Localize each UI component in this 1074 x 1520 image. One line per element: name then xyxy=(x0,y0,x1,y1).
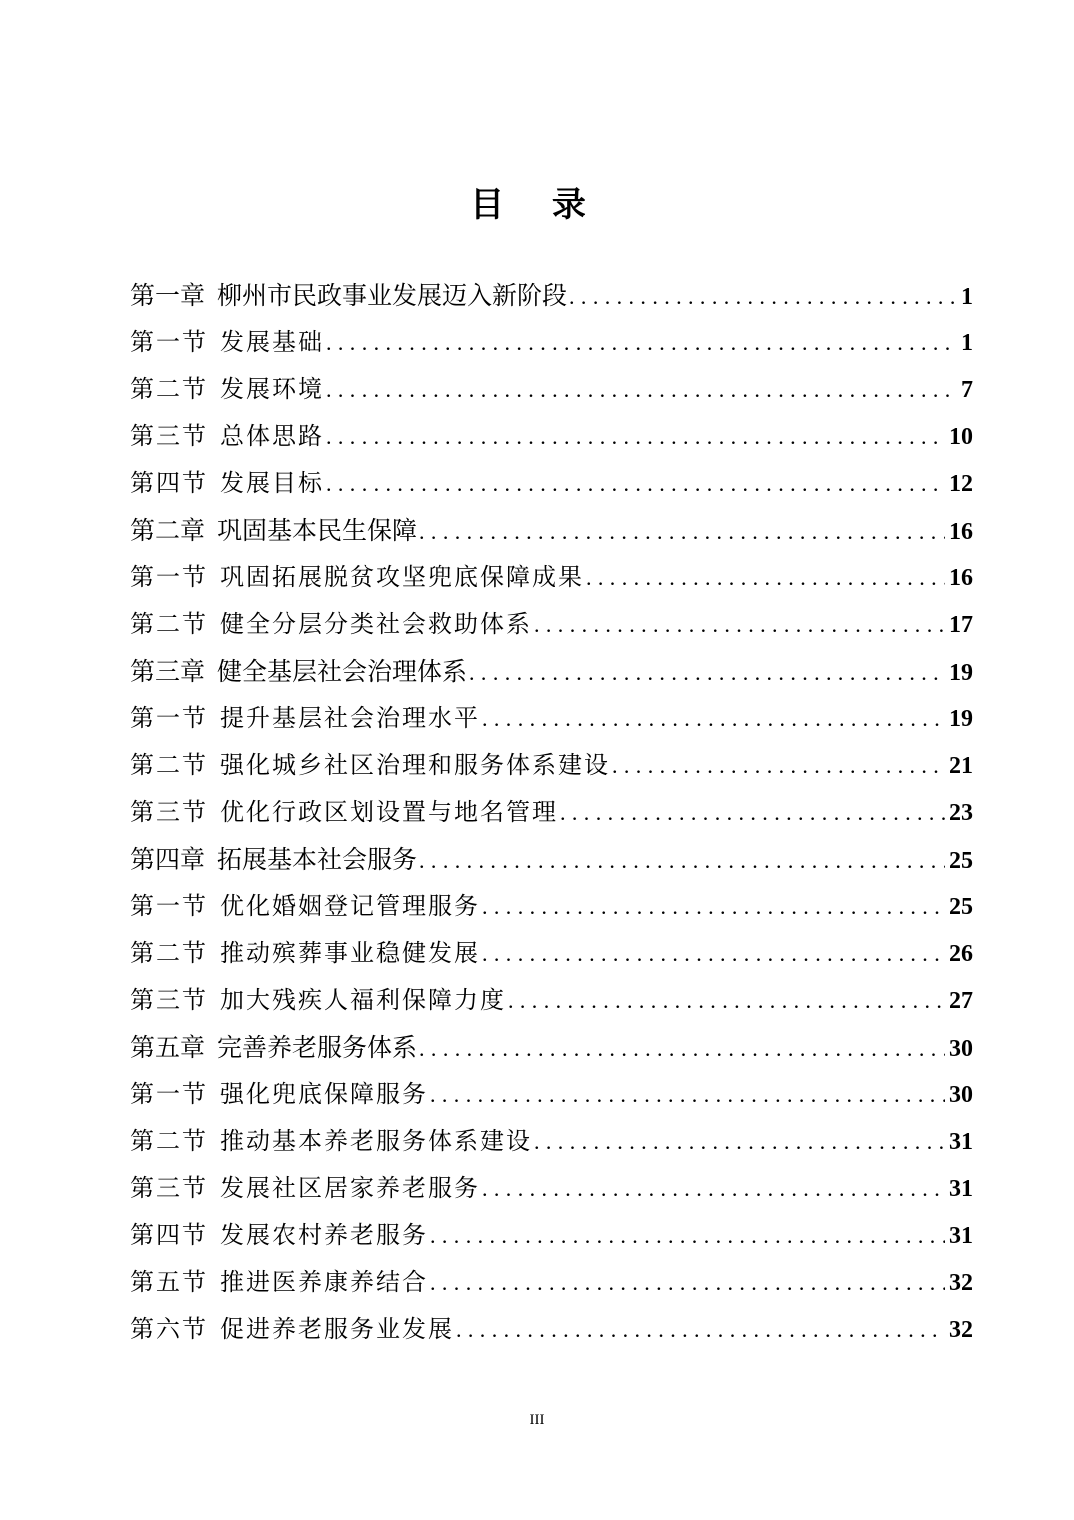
toc-section-entry[interactable] xyxy=(130,1165,973,1212)
dot-leader xyxy=(560,789,945,836)
toc-entry-label xyxy=(130,1118,532,1165)
toc-entry-title: 发展环境 xyxy=(220,375,324,403)
toc-section-entry[interactable] xyxy=(130,930,973,977)
toc-section-entry[interactable] xyxy=(130,883,973,930)
toc-page-number: 31 xyxy=(949,1223,973,1249)
toc-entry-title: 提升基层社会治理水平 xyxy=(220,704,480,732)
toc-entry-number: 第三节 xyxy=(130,986,208,1014)
dot-leader xyxy=(326,319,955,366)
toc-section-entry[interactable] xyxy=(130,1306,973,1353)
toc-entry-label xyxy=(130,930,480,977)
toc-chapter-entry[interactable] xyxy=(130,836,973,883)
toc-entry-number: 第六节 xyxy=(130,1315,208,1343)
toc-page-number: 12 xyxy=(949,471,973,497)
toc-entry-label xyxy=(130,1024,417,1071)
dot-leader xyxy=(469,649,945,696)
toc-entry-number: 第一节 xyxy=(130,563,208,591)
toc-page-number: 1 xyxy=(961,330,973,356)
toc-entry-title: 优化婚姻登记管理服务 xyxy=(220,892,480,920)
toc-page-number: 17 xyxy=(949,612,973,638)
toc-entry-label xyxy=(130,648,467,695)
dot-leader xyxy=(430,1071,945,1118)
toc-section-entry[interactable] xyxy=(130,742,973,789)
toc-entry-number: 第二节 xyxy=(130,610,208,638)
toc-entry-number: 第一节 xyxy=(130,1080,208,1108)
dot-leader xyxy=(326,366,955,413)
toc-entry-title: 发展社区居家养老服务 xyxy=(220,1174,480,1202)
toc-entry-number: 第五章 xyxy=(130,1033,206,1062)
toc-entry-label xyxy=(130,883,480,930)
dot-leader xyxy=(482,883,945,930)
dot-leader xyxy=(482,1165,945,1212)
toc-page-number: 25 xyxy=(949,894,973,920)
toc-page-number: 21 xyxy=(949,753,973,779)
toc-entry-label xyxy=(130,272,567,319)
toc-entry-label xyxy=(130,413,324,460)
toc-entry-title: 促进养老服务业发展 xyxy=(220,1315,454,1343)
toc-entry-number: 第三章 xyxy=(130,657,206,686)
toc-page-number: 26 xyxy=(949,941,973,967)
toc-chapter-entry[interactable] xyxy=(130,648,973,695)
dot-leader xyxy=(456,1306,945,1353)
dot-leader xyxy=(419,1025,945,1072)
toc-entry-number: 第一节 xyxy=(130,704,208,732)
toc-page-number: 23 xyxy=(949,800,973,826)
toc-page-number: 25 xyxy=(949,848,973,874)
dot-leader xyxy=(326,413,945,460)
toc-entry-number: 第二节 xyxy=(130,375,208,403)
toc-entry-title: 强化城乡社区治理和服务体系建设 xyxy=(220,751,610,779)
toc-section-entry[interactable] xyxy=(130,789,973,836)
toc-page-number: 19 xyxy=(949,706,973,732)
toc-entry-title: 拓展基本社会服务 xyxy=(217,845,418,874)
toc-section-entry[interactable] xyxy=(130,601,973,648)
toc-entry-number: 第四章 xyxy=(130,845,206,874)
toc-section-entry[interactable] xyxy=(130,319,973,366)
toc-entry-number: 第一节 xyxy=(130,892,208,920)
toc-entry-label xyxy=(130,319,324,366)
dot-leader xyxy=(508,977,945,1024)
dot-leader xyxy=(482,695,945,742)
dot-leader xyxy=(430,1259,945,1306)
toc-entry-number: 第三节 xyxy=(130,798,208,826)
toc-page-number: 32 xyxy=(949,1270,973,1296)
toc-section-entry[interactable] xyxy=(130,554,973,601)
toc-section-entry[interactable] xyxy=(130,413,973,460)
toc-entry-label xyxy=(130,1259,428,1306)
toc-entry-number: 第四节 xyxy=(130,469,208,497)
toc-entry-title: 发展基础 xyxy=(220,328,324,356)
toc-entry-title: 完善养老服务体系 xyxy=(217,1033,418,1062)
toc-section-entry[interactable] xyxy=(130,1212,973,1259)
toc-entry-label xyxy=(130,695,480,742)
toc-page-number: 19 xyxy=(949,660,973,686)
toc-section-entry[interactable] xyxy=(130,1259,973,1306)
toc-entry-title: 加大残疾人福利保障力度 xyxy=(220,986,506,1014)
toc-entry-number: 第一章 xyxy=(130,281,206,310)
toc-entry-label xyxy=(130,977,506,1024)
toc-entry-number: 第二节 xyxy=(130,751,208,779)
toc-entry-title: 推动基本养老服务体系建设 xyxy=(220,1127,532,1155)
dot-leader xyxy=(419,508,945,555)
dot-leader xyxy=(482,930,945,977)
toc-section-entry[interactable] xyxy=(130,366,973,413)
toc-entry-title: 健全基层社会治理体系 xyxy=(217,657,468,686)
toc-section-entry[interactable] xyxy=(130,460,973,507)
dot-leader xyxy=(419,837,945,884)
toc-entry-number: 第二节 xyxy=(130,939,208,967)
toc-section-entry[interactable] xyxy=(130,695,973,742)
toc-entry-title: 健全分层分类社会救助体系 xyxy=(220,610,532,638)
dot-leader xyxy=(430,1212,945,1259)
toc-entry-title: 巩固拓展脱贫攻坚兜底保障成果 xyxy=(220,563,584,591)
dot-leader xyxy=(569,273,955,320)
toc-page-number: 10 xyxy=(949,424,973,450)
toc-entry-number: 第三节 xyxy=(130,1174,208,1202)
toc-page-number: 16 xyxy=(949,565,973,591)
toc-section-entry[interactable] xyxy=(130,977,973,1024)
toc-page-number: 32 xyxy=(949,1317,973,1343)
toc-entry-title: 发展农村养老服务 xyxy=(220,1221,428,1249)
dot-leader xyxy=(586,554,945,601)
toc-entry-title: 强化兜底保障服务 xyxy=(220,1080,428,1108)
toc-page-number: 31 xyxy=(949,1129,973,1155)
toc-entry-label xyxy=(130,1165,480,1212)
toc-entry-number: 第二节 xyxy=(130,1127,208,1155)
toc-page-number: 1 xyxy=(961,284,973,310)
dot-leader xyxy=(534,1118,945,1165)
toc-entry-title: 总体思路 xyxy=(220,422,324,450)
toc-entry-label xyxy=(130,366,324,413)
toc-section-entry[interactable] xyxy=(130,1118,973,1165)
toc-page-number: 31 xyxy=(949,1176,973,1202)
toc-entry-title: 柳州市民政事业发展迈入新阶段 xyxy=(217,281,568,310)
toc-entry-label xyxy=(130,836,417,883)
dot-leader xyxy=(326,460,945,507)
toc-chapter-entry[interactable] xyxy=(130,507,973,554)
toc-entry-label xyxy=(130,1212,428,1259)
toc-page-number: 16 xyxy=(949,519,973,545)
toc-entry-label xyxy=(130,507,417,554)
toc-entry-label xyxy=(130,460,324,507)
toc-entry-title: 推动殡葬事业稳健发展 xyxy=(220,939,480,967)
page-number: III xyxy=(529,1412,545,1428)
toc-entry-title: 巩固基本民生保障 xyxy=(217,516,418,545)
toc-entry-label xyxy=(130,601,532,648)
toc-entry-label xyxy=(130,742,610,789)
toc-page-number: 7 xyxy=(961,377,973,403)
toc-entry-title: 发展目标 xyxy=(220,469,324,497)
toc-entry-number: 第五节 xyxy=(130,1268,208,1296)
toc-entry-title: 优化行政区划设置与地名管理 xyxy=(220,798,558,826)
toc-entry-label xyxy=(130,1071,428,1118)
toc-section-entry[interactable] xyxy=(130,1071,973,1118)
toc-entry-number: 第二章 xyxy=(130,516,206,545)
dot-leader xyxy=(534,601,945,648)
toc-entry-number: 第一节 xyxy=(130,328,208,356)
toc-chapter-entry[interactable] xyxy=(130,272,973,319)
toc-entry-label xyxy=(130,789,558,836)
toc-page-number: 27 xyxy=(949,988,973,1014)
toc-entry-title: 推进医养康养结合 xyxy=(220,1268,428,1296)
toc-page-number: 30 xyxy=(949,1036,973,1062)
toc-entry-number: 第四节 xyxy=(130,1221,208,1249)
dot-leader xyxy=(612,742,945,789)
toc-entry-number: 第三节 xyxy=(130,422,208,450)
toc-entry-label xyxy=(130,1306,454,1353)
toc-chapter-entry[interactable] xyxy=(130,1024,973,1071)
toc-entry-label xyxy=(130,554,584,601)
toc-page-number: 30 xyxy=(949,1082,973,1108)
table-of-contents xyxy=(130,272,973,1353)
page-title: 目 录 xyxy=(470,185,604,225)
